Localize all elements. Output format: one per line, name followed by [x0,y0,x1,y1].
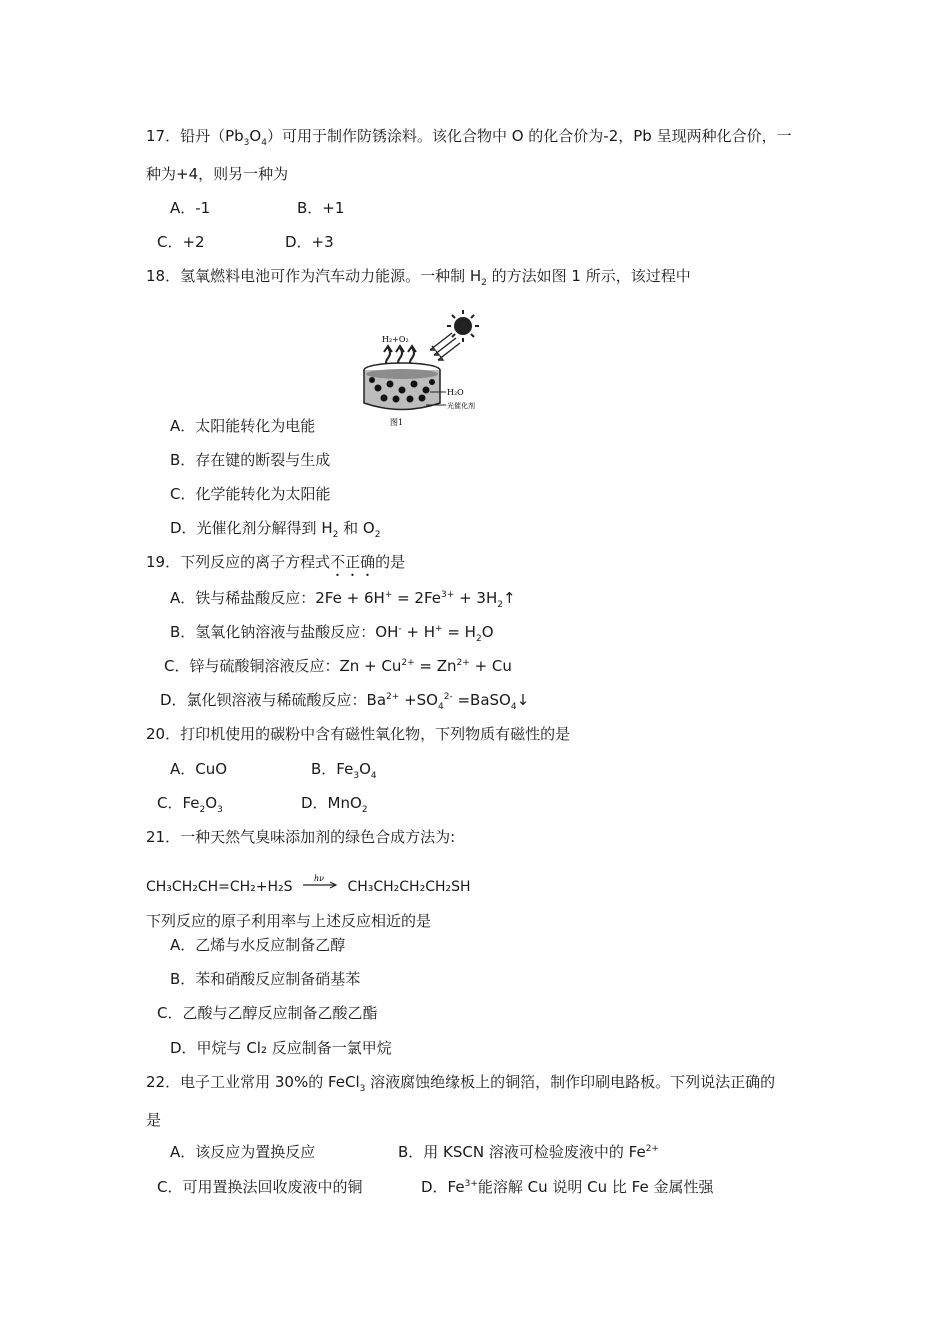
q22-option-c: C．可用置换法回收废液中的铜 [157,1178,363,1196]
figure-label-catalyst: 光催化剂 [447,402,475,410]
q20-option-c: C．$Fe_2O_3$ [157,794,223,815]
q17-option-b: B．+1 [297,199,345,217]
beaker [364,363,440,410]
figure-label-h2-o2: H₂+O₂ [382,335,409,344]
question-18-line1: 18．氢氧燃料电池可作为汽车动力能源。一种制 $H_2$ 的方法如图 1 所示，该过程中 [146,267,691,288]
question-21-line1: 21．一种天然气臭味添加剂的绿色合成方法为: [146,828,456,846]
question-17-line1: 17．铅丹$(Pb_3O_4)$可用于制作防锈涂料。该化合物中 O 的化合价为-2，Pb 呈现两种化合价，一 [146,127,792,148]
light-arrows [430,333,460,360]
question-22-line1: 22．电子工业常用 30%的 FeCl$_3$ 溶液腐蚀绝缘板上的铜箔，制作印刷电路板。下列说法正确的 [146,1073,776,1094]
q21-equation: CH₃CH₂CH=CH₂+H₂S hν CH₃CH₂CH₂CH₂SH [146,874,471,895]
reaction-arrow [301,874,339,894]
q18-option-c: C．化学能转化为太阳能 [170,485,331,503]
q18-option-d: D．光催化剂分解得到 $H_2$ 和 $O_2$ [170,519,381,540]
q20-option-d: D．MnO$_2$ [301,794,368,815]
q20-option-b: B．$Fe_3O_4$ [311,760,377,781]
q17-option-a: A．-1 [170,199,211,217]
q17-option-d: D．+3 [285,233,334,251]
q19-option-a: A．铁与稀盐酸反应：$2Fe + 6H^+ = 2Fe^{3+}$ + $3H_2↑$ [170,589,516,610]
q21-option-b: B．苯和硝酸反应制备硝基苯 [170,970,361,988]
q19-option-b: B．氢氧化钠溶液与盐酸反应：$OH^- + H^+ = H_2O$ [170,623,494,644]
q21-option-a: A．乙烯与水反应制备乙醇 [170,936,346,954]
q22-option-b: B．用 KSCN 溶液可检验废液中的 $Fe^{2+}$ [398,1143,659,1161]
q22-option-d: D．$Fe^{3+}$能溶解 Cu 说明 Cu 比 Fe 金属性强 [421,1178,714,1196]
q17-option-c: C．+2 [157,233,205,251]
question-20-line1: 20．打印机使用的碳粉中含有磁性氧化物，下列物质有磁性的是 [146,725,571,743]
q19-option-d: D．氯化钡溶液与稀硫酸反应：$Ba^{2+} +SO_4^{2-}$ =BaSO$_4$↓ [160,691,530,712]
question-19-line1: 19．下列反应的离子方程式不正确的是 [146,553,406,571]
q21-option-d: D．甲烷与 Cl₂ 反应制备一氯甲烷 [170,1039,392,1057]
reaction-condition: hν [314,874,325,883]
q18-option-a: A．太阳能转化为电能 [170,417,316,435]
q21-followup: 下列反应的原子利用率与上述反应相近的是 [146,912,432,930]
q21-option-c: C．乙酸与乙醇反应制备乙酸乙酯 [157,1004,378,1022]
q20-option-a: A．CuO [170,760,228,778]
figure-label-water: H₂O [447,388,464,397]
q19-option-c: C．锌与硫酸铜溶液反应：$Zn + Cu^{2+} = Zn^{2+} + Cu$ [164,657,512,675]
q22-option-a: A．该反应为置换反应 [170,1143,316,1161]
figure-caption: 图1 [390,418,404,427]
figure-1-photocatalysis [360,308,490,433]
q18-option-b: B．存在键的断裂与生成 [170,451,331,469]
sun-icon [447,310,479,342]
question-22-line2: 是 [146,1111,162,1129]
question-17-line2: 种为+4，则另一种为 [146,165,289,183]
emphasis-not-correct: 不正确 [330,553,376,571]
